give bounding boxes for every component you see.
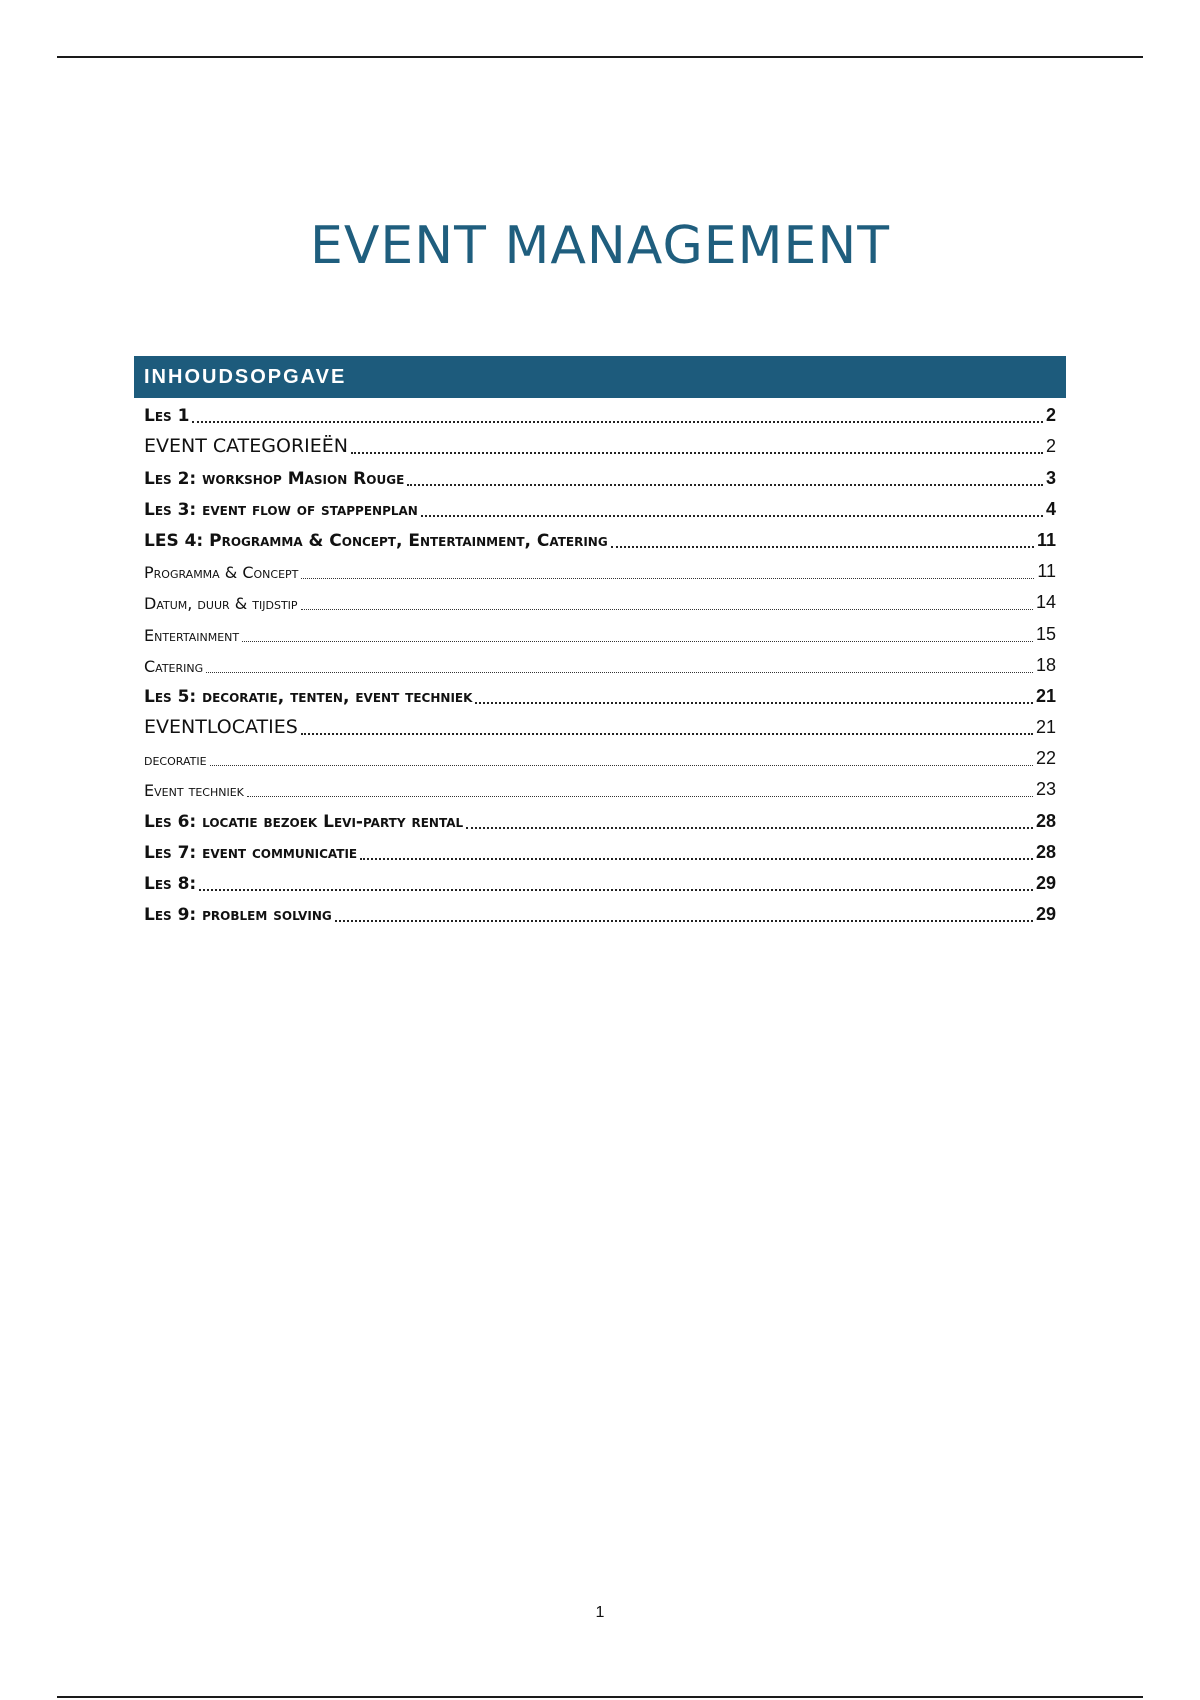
toc-entry-label: Les 3: event flow of stappenplan <box>144 499 418 520</box>
toc-entry[interactable] <box>144 803 1056 834</box>
toc-entry-page: 4 <box>1045 498 1056 519</box>
toc-entry-label: Entertainment <box>144 625 240 645</box>
toc-entry-page: 3 <box>1045 467 1056 488</box>
toc-leader <box>199 888 1033 891</box>
toc-entry[interactable] <box>144 710 1056 741</box>
toc-entry-page: 28 <box>1035 810 1056 831</box>
toc-leader <box>242 640 1033 642</box>
toc-entry-label: Les 6: locatie bezoek Levi-party rental <box>144 811 464 832</box>
toc-entry-label: Programma & Concept <box>144 563 299 583</box>
header-rule <box>57 56 1143 58</box>
toc-entry-page: 21 <box>1035 717 1056 738</box>
toc-entry-label: Les 1 <box>144 406 190 427</box>
toc-leader <box>192 420 1043 423</box>
toc-entry[interactable] <box>144 523 1056 554</box>
toc-entry-label: EVENT CATEGORIEËN <box>144 435 348 458</box>
toc-entry-label: Event techniek <box>144 781 244 801</box>
toc-entry[interactable] <box>144 616 1056 647</box>
toc-heading: INHOUDSOPGAVE <box>134 356 1066 398</box>
toc-entry-page: 28 <box>1035 841 1056 862</box>
toc-entry[interactable] <box>144 460 1056 491</box>
toc-entry[interactable] <box>144 741 1056 772</box>
toc-entry[interactable] <box>144 585 1056 616</box>
toc-entry-page: 2 <box>1045 405 1056 426</box>
toc-leader <box>611 545 1034 548</box>
toc-entry-page: 21 <box>1035 685 1056 706</box>
toc-leader <box>360 857 1033 860</box>
toc-leader <box>301 577 1034 579</box>
toc-entry-label: Datum, duur & tijdstip <box>144 594 298 614</box>
toc-leader <box>206 671 1033 673</box>
toc-entry-label: Les 5: decoratie, tenten, event techniek <box>144 686 473 707</box>
toc-entry[interactable] <box>144 772 1056 803</box>
toc-entry[interactable] <box>144 429 1056 460</box>
toc-entry[interactable] <box>144 897 1056 928</box>
toc-entry[interactable] <box>144 492 1056 523</box>
toc-entry-page: 11 <box>1037 561 1056 582</box>
toc-leader <box>421 514 1043 517</box>
toc-entry[interactable] <box>144 679 1056 710</box>
toc-entry-page: 14 <box>1035 592 1056 613</box>
table-of-contents <box>134 356 1066 928</box>
toc-leader <box>351 451 1043 454</box>
toc-entry[interactable] <box>144 835 1056 866</box>
toc-entry-page: 23 <box>1035 779 1056 800</box>
toc-entry-label: Les 8: <box>144 874 197 894</box>
toc-entry[interactable] <box>144 648 1056 679</box>
toc-entry[interactable] <box>144 398 1056 429</box>
document-title: EVENT MANAGEMENT <box>309 216 890 276</box>
toc-entry-label: Les 9: problem solving <box>144 905 332 926</box>
toc-entry-label: EVENTLOCATIES <box>144 716 298 739</box>
toc-entry-page: 2 <box>1045 436 1056 457</box>
toc-leader <box>466 826 1033 829</box>
toc-leader <box>475 701 1033 704</box>
toc-leader <box>247 795 1033 797</box>
toc-entry-page: 11 <box>1036 529 1056 550</box>
footer-rule <box>57 1696 1143 1698</box>
page-number: 1 <box>595 1604 605 1621</box>
toc-entry-page: 29 <box>1035 873 1056 893</box>
toc-entry-label: Les 2: workshop Masion Rouge <box>144 468 405 489</box>
toc-entry-label: decoratie <box>144 750 207 770</box>
toc-entry-label: Les 7: event communicatie <box>144 842 358 863</box>
toc-list <box>134 398 1066 928</box>
toc-entry-label: Catering <box>144 656 204 676</box>
toc-leader <box>301 732 1033 735</box>
toc-entry-page: 29 <box>1035 904 1056 925</box>
toc-leader <box>407 483 1043 486</box>
toc-entry-page: 18 <box>1035 654 1056 675</box>
toc-leader <box>301 608 1033 610</box>
toc-entry[interactable] <box>144 866 1056 897</box>
toc-leader <box>210 764 1033 766</box>
toc-entry-page: 22 <box>1035 748 1056 769</box>
toc-entry[interactable] <box>144 554 1056 585</box>
toc-leader <box>335 919 1033 922</box>
toc-entry-label: LES 4: Programma & Concept, Entertainment, Catering <box>144 530 608 551</box>
toc-entry-page: 15 <box>1035 623 1056 644</box>
